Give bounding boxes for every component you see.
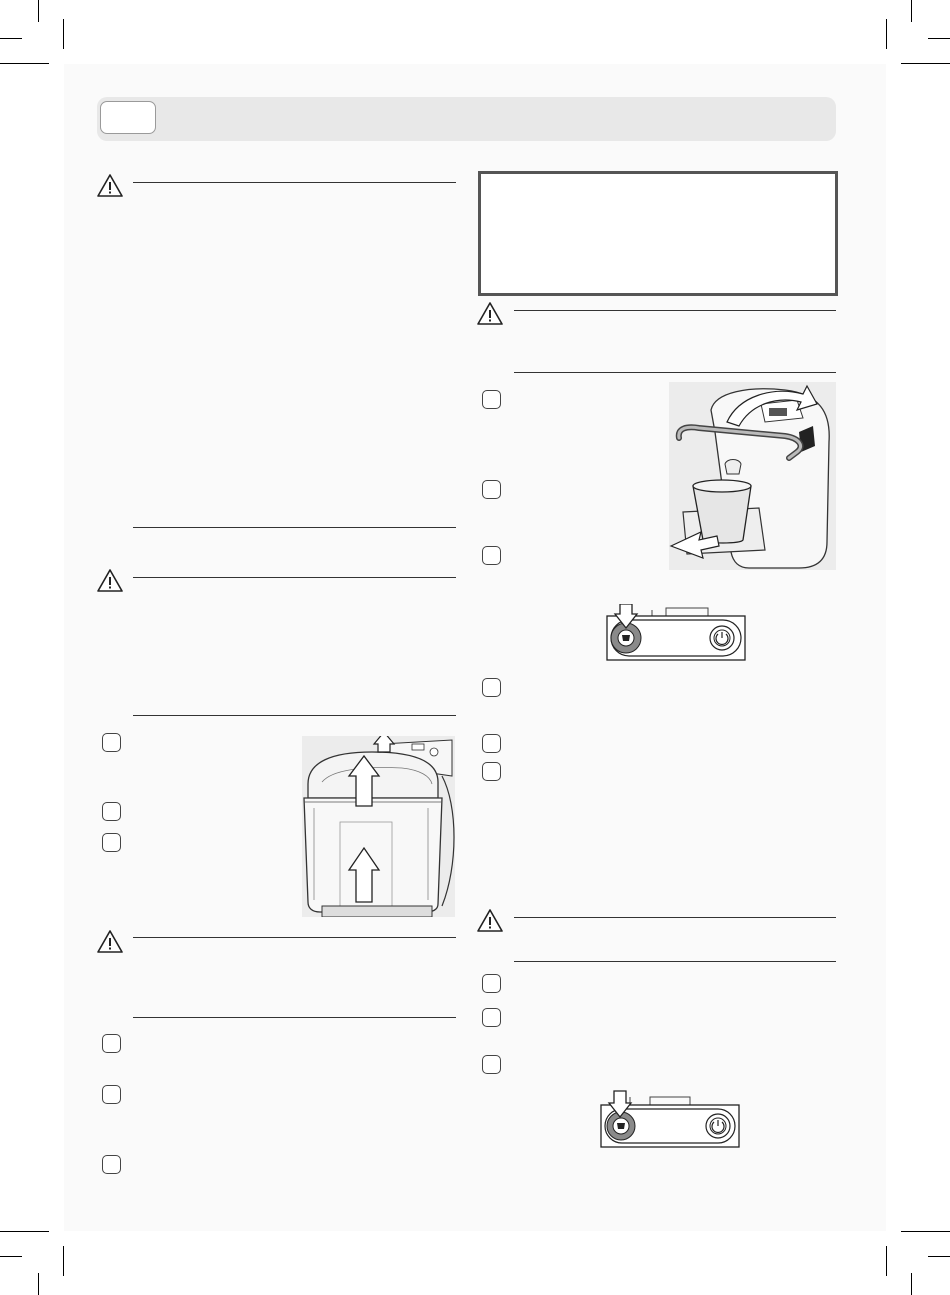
step-checkbox-icon: [482, 974, 501, 993]
warning-rule-bottom: [514, 372, 836, 373]
step-checkbox-icon: [482, 1055, 501, 1074]
warning-triangle-icon: [97, 174, 123, 197]
power-icon: [706, 1114, 730, 1138]
warning-rule-top: [514, 917, 836, 918]
control-panel-illustration: [600, 1089, 740, 1149]
step-checkbox-icon: [102, 833, 121, 852]
cup-placement-illustration: [669, 382, 836, 570]
warning-rule-bottom: [514, 961, 836, 962]
warning-rule-top: [514, 310, 836, 311]
step-checkbox-icon: [482, 546, 501, 565]
warning-rule-top: [133, 182, 456, 183]
warning-triangle-icon: [97, 930, 123, 953]
step-checkbox-icon: [482, 734, 501, 753]
warning-triangle-icon: [477, 909, 503, 932]
step-checkbox-icon: [102, 1085, 121, 1104]
step-checkbox-icon: [102, 802, 121, 821]
warning-triangle-icon: [97, 569, 123, 592]
step-checkbox-icon: [482, 762, 501, 781]
section-language-tab: [100, 101, 156, 134]
step-checkbox-icon: [482, 390, 501, 409]
step-checkbox-icon: [482, 678, 501, 697]
warning-rule-top: [133, 937, 456, 938]
warning-rule-bottom: [133, 1017, 456, 1018]
warning-rule-bottom: [133, 527, 456, 528]
step-checkbox-icon: [482, 1008, 501, 1027]
step-checkbox-icon: [102, 1155, 121, 1174]
warning-triangle-icon: [477, 302, 503, 325]
important-note-box: [478, 171, 838, 296]
step-checkbox-icon: [482, 480, 501, 499]
power-icon: [710, 626, 734, 650]
warning-rule-bottom: [133, 715, 456, 716]
control-panel-illustration: [606, 604, 746, 662]
warning-rule-top: [133, 577, 456, 578]
water-tank-removal-illustration: [302, 736, 455, 917]
step-checkbox-icon: [102, 733, 121, 752]
step-checkbox-icon: [102, 1034, 121, 1053]
section-header-bar: [97, 97, 836, 141]
